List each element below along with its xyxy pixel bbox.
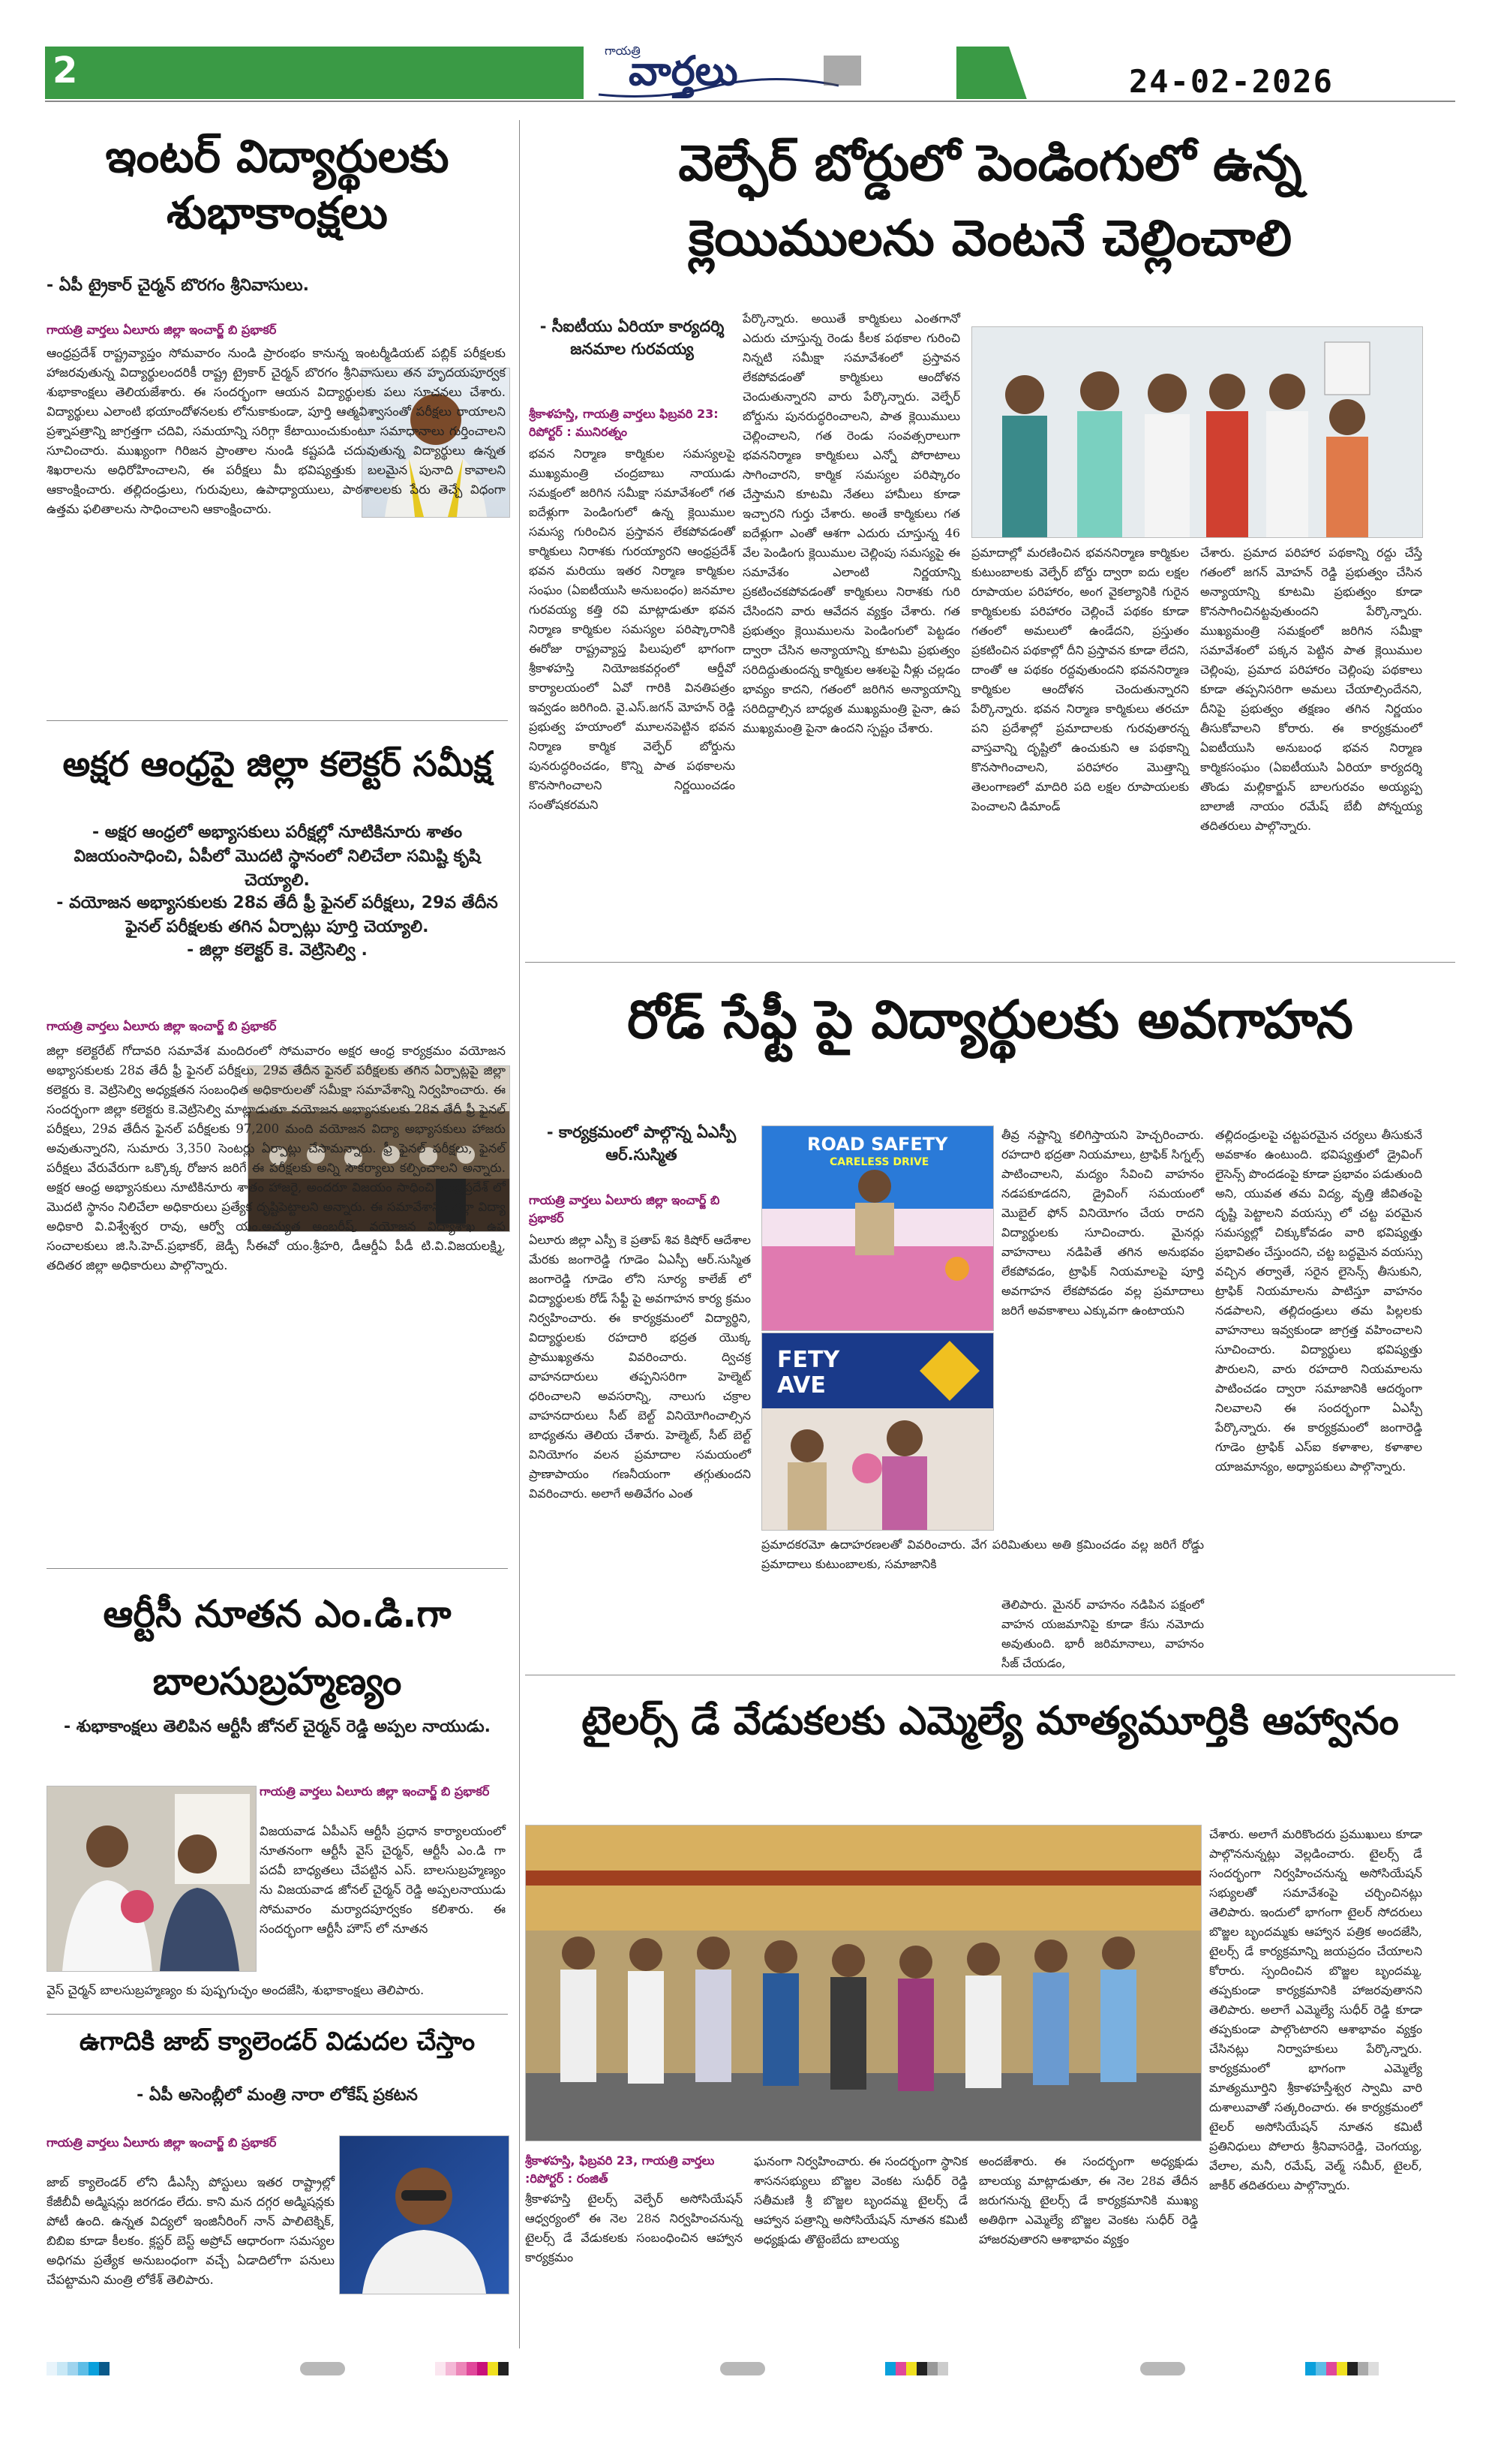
photo-banner-ave: AVE	[777, 1372, 826, 1399]
story2-subhead-1: - అక్షర ఆంధ్రలో అభ్యాసకులు పరీక్షల్లో నూటికినూరు శాతం విజయంసాధించి, ఏపీలో మొదటి స్థానంలో నిలిచేలా సమిష్టి కృషి చెయ్యాలి.	[74, 823, 481, 890]
column-divider	[519, 120, 520, 2348]
page-number: 2	[53, 50, 78, 92]
story1-body: ఆంధ్రప్రదేశ్ రాష్ట్రవ్యాప్తం సోమవారం నుండి ప్రారంభం కానున్న ఇంటర్మీడియట్ పబ్లిక్ పరీక్షలకు హాజరవుతున్న విద్యార్థులందరికీ రాష్ట్ర ట్రైకార్ చైర్మన్ బొరగం శ్రీనివాసులు తన హృదయపూర్వక శుభాకాంక్షలు తెలియజేశారు. ఈ సందర్భంగా ఆయన విద్యార్థులకు పలు సూచనలు చేశారు. విద్యార్థులు ఎలాంటి భయాందోళనలకు లోనుకాకుండా, పూర్తి ఆత్మవిశ్వాసంతో పరీక్షలు రాయాలని ప్రశ్నాపత్రాన్ని జాగ్రత్తగా చదివి, సమయాన్ని సరిగ్గా కేటాయించుకుంటూ సమాధానాలు గుర్తించాలని సూచించారు. ముఖ్యంగా గిరిజన ప్రాంతాల నుండి కష్టపడి చదువుతున్న విద్యార్థులు ఉన్నత శిఖరాలను అధిరోహించాలని, ఈ పరీక్షలు మీ భవిష్యత్తుకు బలమైన పునాది కావాలని ఆకాంక్షించారు. తల్లిదండ్రులు, గురువులు, ఉపాధ్యాయులు, పాఠశాలలకు పేరు తెచ్చే విధంగా ఉత్తమ ఫలితాలను సాధించాలని ఆకాంక్షించారు.	[47, 346, 506, 516]
photo-banner-road-safety: ROAD SAFETY	[807, 1134, 948, 1155]
story3-headline-line2: బాలసుబ్రహ్మణ్యం	[152, 1660, 402, 1703]
issue-date: 24-02-2026	[1129, 63, 1334, 100]
story5-headline-line2: క్లెయిములను వెంటనే చెల్లించాలి	[688, 209, 1292, 267]
story5-byline: శ్రీకాళహస్తి, గాయత్రి వార్తలు ఫిబ్రవరి 23: రిపోర్టర్ : మునిరత్నం	[529, 407, 719, 439]
logo-small-text: గాయత్రి	[605, 44, 641, 58]
story6-photo-caption: ప్రమాదకరమో ఉదాహరణలతో వివరించారు. వేగ పరిమితులు అతి క్రమించడం వల్ల జరిగే రోడ్డు ప్రమాదాలు కుటుంబాలకు, సమాజానికి	[761, 1537, 1204, 1571]
color-bar-1	[47, 2362, 110, 2375]
story1-headline	[47, 129, 508, 242]
story3-photo	[47, 1786, 257, 1972]
photo-banner-careless-drive: CARELESS DRIVE	[830, 1156, 929, 1168]
story3-subhead: - శుభాకాంక్షలు తెలిపిన ఆర్టీసీ జోనల్ చైర్మన్ రెడ్డి అప్పల నాయుడు.	[63, 1717, 491, 1736]
story2-subhead-2: - వయోజన అభ్యాసకులకు 28వ తేదీ ఫ్రీ ఫైనల్ పరీక్షలు, 29వ తేదీన ఫైనల్ పరీక్షలకు తగిన ఏర్పాట్లు పూర్తి చెయ్యాలి.	[56, 894, 498, 936]
story7-body-col2: ఘనంగా నిర్వహించారు. ఈ సందర్భంగా స్థానిక శాసనసభ్యులు బొజ్జల వెంకట సుధీర్ రెడ్డి సతీమణి శ్రీ బొజ్జల బృందమ్మ టైలర్స్ డే ఆహ్వాన పత్రాన్ని అసోసియేషన్ నూతన కమిటీ అధ్యక్షుడు తొట్టెంబేదు బాలయ్య	[754, 2154, 968, 2246]
story5-body-col2: పేర్కొన్నారు. అయితే కార్మికులు ఎంతగానో ఎదురు చూస్తున్న రెండు కీలక పథకాల గురించి నిన్నటి సమీక్షా సమావేశంలో ప్రస్తావన లేకపోవడంతో కార్మికులు ఆందోళన చెందుతున్నారని వారు పేర్కొన్నారు. వెల్ఫేర్ బోర్డును పునరుద్ధరించాలని, పాత క్లెయిములు చెల్లించాలని, గత రెండు సంవత్సరాలుగా భవననిర్మాణ కార్మికులు ఎన్నో పోరాటాలు సాగించారని, కార్మిక సమస్యల పరిష్కారం చేస్తామని కూటమి నేతలు హామీలు కూడా ఇచ్చారని గుర్తు చేశారు. అంతే కార్మికులు గత ఐదేళ్లుగా ఎంతో ఆశగా ఎదురు చూస్తున్న 46 వేల పెండింగు క్లెయిముల చెల్లింపు సమస్యపై ఈ సమావేశం ఎలాంటి నిర్ణయాన్ని ప్రకటించకపోవడంతో కార్మికులు నిరాశకు గురి చేసిందని వారు ఆవేదన వ్యక్తం చేశారు. గత ప్రభుత్వం క్లెయిములను పెండింగులో పెట్టడం ద్వారా చేసిన అన్యాయాన్ని కూటమి ప్రభుత్వం సరిదిద్దుతుందన్న కార్మికుల ఆశలపై నీళ్లు చల్లడం భావ్యం కాదని, గతంలో జరిగిన అన్యాయాన్ని సరిదిద్దాల్సిన బాధ్యత ముఖ్యమంత్రి పైనా, ఉప ముఖ్యమంత్రి పైనా ఉందని స్పష్టం చేశారు.	[743, 311, 960, 735]
story4-subhead: - ఏపీ అసెంబ్లీలో మంత్రి నారా లోకేష్ ప్రకటన	[137, 2086, 418, 2105]
photo-banner-fety: FETY	[777, 1347, 840, 1373]
story3-body-below: వైస్ చైర్మన్ బాలసుబ్రహ్మణ్యం కు పుష్పగుచ్ఛం అందజేసి, శుభాకాంక్షలు తెలిపారు.	[47, 1983, 425, 1997]
story6-body-col2-bottom: తెలిపారు. మైనర్ వాహనం నడిపిన పక్షంలో వాహన యజమానిపై కూడా కేసు నమోదు అవుతుంది. భారీ జరిమానాలు, వాహనం సీజ్ చేయడం,	[1001, 1597, 1204, 1670]
story1-subhead: - ఏపీ ట్రైకార్ చైర్మన్ బొరగం శ్రీనివాసులు.	[47, 276, 309, 295]
registration-mark-2	[720, 2362, 765, 2375]
divider-1	[47, 720, 508, 721]
divider-4	[525, 962, 1455, 963]
story3-body-side: విజయవాడ ఏపీఎస్ ఆర్టీసీ ప్రధాన కార్యాలయంలో నూతనంగా ఆర్టీసీ వైస్ చైర్మన్, ఆర్టీసీ ఎం.డి గా పదవీ బాధ్యతలు చేపట్టిన ఎస్. బాలసుబ్రహ్మణ్యం ను విజయవాడ జోనల్ చైర్మన్ రెడ్డి అప్పలనాయుడు సోమవారం మర్యాదపూర్వకం కలిశారు. ఈ సందర్భంగా ఆర్టీసీ హౌస్ లో నూతన	[260, 1824, 506, 1936]
story2-byline: గాయత్రి వార్తలు ఏలూరు జిల్లా ఇంచార్జ్ బి ప్రభాకర్	[47, 1019, 277, 1033]
story2-subhead-3: - జిల్లా కలెక్టర్ కె. వెట్రిసెల్వి .	[187, 941, 368, 960]
registration-mark-3	[1140, 2362, 1185, 2375]
story6-photo-top	[761, 1125, 994, 1331]
story5-body-col4: చేశారు. ప్రమాద పరిహార పథకాన్ని రద్దు చేస్తే గతంలో జగన్ మోహన్ రెడ్డి ప్రభుత్వం చేసిన అన్యాయాన్ని కూటమి ప్రభుత్వం కూడా కొనసాగించినట్టవుతుందని పేర్కొన్నారు. ముఖ్యమంత్రి సమక్షంలో జరిగిన సమీక్షా సమావేశంలో పక్కన పెట్టిన పాత క్లెయిముల చెల్లింపు, ప్రమాద పరిహారం చెల్లింపు పథకాలు కూడా తప్పనిసరిగా అమలు చేయాల్సిందేనని, దీనిపై ప్రభుత్వం తక్షణం తగిన నిర్ణయం తీసుకోవాలని కోరారు. ఈ కార్యక్రమంలో ఏఐటీయుసి అనుబంధ భవన నిర్మాణ కార్మికసంఘం (ఏఐటీయుసి ఏరియా కార్యదర్శి తొండు మల్లికార్జున్ బాలగురవం అయ్యప్ప బాలాజీ నాయం రమేష్ బేబీ పోన్నయ్య తదితరులు పాల్గొన్నారు.	[1200, 545, 1422, 833]
header-band-left	[45, 47, 589, 99]
story3-headline	[47, 1580, 508, 1715]
story3-byline: గాయత్రి వార్తలు ఏలూరు జిల్లా ఇంచార్జ్ బి ప్రభాకర్	[260, 1784, 490, 1798]
registration-mark-1	[300, 2362, 345, 2375]
header-underline	[45, 101, 1455, 102]
story5-headline	[525, 126, 1455, 276]
story5-photo	[971, 326, 1423, 538]
story2-headline: అక్షర ఆంధ్రపై జిల్లా కలెక్టర్ సమీక్ష	[62, 744, 492, 784]
story7-body-col1: శ్రీకాళహస్తి టైలర్స్ వెల్ఫేర్ అసోసియేషన్ ఆధ్వర్యంలో ఈ నెల 28న నిర్వహించనున్న టైలర్స్ డే వేడుకలకు సంబంధించిన ఆహ్వాన కార్యక్రమం	[525, 2192, 743, 2264]
story7-headline: టైలర్స్ డే వేడుకలకు ఎమ్మెల్యే మాత్యమూర్తికి ఆహ్వానం	[581, 1699, 1399, 1744]
story4-body: జాబ్ క్యాలెండర్ లోని డీఎస్సీ పోస్టులు ఇతర రాష్ట్రాల్లో కేజీబీవీ అడ్మిషన్లు జరగడం లేదు. కాని మన దగ్గర అడ్మిషన్లకు పోటీ ఉంది. ఉన్నత విద్యలో ఇంజినీరింగ్ నాన్ పాలిటెక్నిక్, బిబిఐ కూడా కీలకం. క్లస్టర్ బెస్ట్ అప్రోచ్ ఆధారంగా సమస్యల అధిగమ ప్రత్యేక అనుబంధంగా వచ్చే ఏడాదిలోగా పనులు చేపట్టామని మంత్రి లోకేశ్ తెలిపారు.	[47, 2175, 335, 2287]
story5-subhead: - సీఐటీయు ఏరియా కార్యదర్శి జనమాల గురవయ్య	[539, 317, 725, 358]
story6-photo-bottom	[761, 1333, 994, 1531]
color-bar-3	[885, 2362, 948, 2375]
story1-byline: గాయత్రి వార్తలు ఏలూరు జిల్లా ఇంచార్జ్ బి ప్రభాకర్	[47, 323, 277, 337]
color-bar-2	[435, 2362, 509, 2375]
logo-title: వార్తలు	[629, 47, 738, 95]
story6-body-col1: ఏలూరు జిల్లా ఎస్పీ కె ప్రతాప్ శివ కిషోర్ ఆదేశాల మేరకు జంగారెడ్డి గూడెం ఏఎస్పీ ఆర్.సుస్మిత జంగారెడ్డి గూడెం లోని సూర్య కాలేజ్ లో విద్యార్థులకు రోడ్ సేఫ్టీ పై అవగాహన కార్య క్రమం నిర్వహించారు. ఈ కార్యక్రమంలో విద్యార్థిని, విద్యార్థులకు రహదారి భద్రత యొక్క ప్రాముఖ్యతను వివరించారు. ద్విచక్ర వాహనదారులు తప్పనిసరిగా హెల్మెట్ ధరించాలని అవసరాన్ని, నాలుగు చక్రాల వాహనదారులు సీట్ బెల్ట్ వినియోగించాల్సిన బాధ్యతను తెలియ చేశారు. హెల్మెట్, సీట్ బెల్ట్ వినియోగం వలన ప్రమాదాల సమయంలో ప్రాణాపాయం గణనీయంగా తగ్గుతుందని వివరించారు. అలాగే అతివేగం ఎంత	[529, 1233, 751, 1501]
story5-headline-line1: వెల్ఫేర్ బోర్డులో పెండింగులో ఉన్న	[678, 134, 1302, 192]
story5-body-col3: ప్రమాదాల్లో మరణించిన భవననిర్మాణ కార్మికుల కుటుంబాలకు వెల్ఫేర్ బోర్డు ద్వారా ఐదు లక్షల రూపాయల పరిహారం, అంగ వైకల్యానికి గురైన కార్మికులకు పరిహారం చెల్లించే పథకం కూడా గతంలో అమలులో ఉండేదని, ప్రస్తుతం ప్రకటించిన పథకాల్లో దీని ప్రస్తావన కూడా లేదని, దాంతో ఆ పథకం రద్దవుతుందని భవననిర్మాణ కార్మికుల ఆందోళన చెందుతున్నారని పేర్కొన్నారు. భవన నిర్మాణ కార్మికులు తరచూ పని ప్రదేశాల్లో ప్రమాదాలకు గురవుతారన్న వాస్తవాన్ని దృష్టిలో ఉంచుకుని ఆ పథకాన్ని కొనసాగించాలని, పరిహారం మొత్తాన్ని తెలంగాణలో మాదిరి పది లక్షల రూపాయలకు పెంచాలని డిమాండ్	[971, 545, 1189, 813]
story6-subhead: - కార్యక్రమంలో పాల్గొన్న ఏఎస్పీ ఆర్.సుస్మిత	[546, 1123, 737, 1164]
story7-photo	[525, 1825, 1202, 2141]
story6-headline: రోడ్ సేఫ్టీ పై విద్యార్థులకు అవగాహన	[627, 989, 1353, 1050]
story1-headline-line1: ఇంటర్ విద్యార్థులకు	[105, 131, 449, 183]
story3-headline-line1: ఆర్టీసీ నూతన ఎం.డి.గా	[103, 1592, 452, 1636]
story6-byline: గాయత్రి వార్తలు ఏలూరు జిల్లా ఇంచార్జ్ బి ప్రభాకర్	[529, 1193, 720, 1225]
story7-byline: శ్రీకాళహస్తి, ఫిబ్రవరి 23, గాయత్రి వార్తలు :రిపోర్టర్ : రంజిత్	[525, 2153, 715, 2186]
story6-body-col3: తల్లిదండ్రులపై చట్టపరమైన చర్యలు తీసుకునే అవకాశం ఉంటుంది. భవిష్యత్తులో డ్రైవింగ్ లైసెన్స్ పొందడంపై కూడా ప్రభావం పడుతుంది అని, యువత తమ విద్య, వృత్తి జీవితంపై దృష్టి పెట్టాలని వయస్సు లో చట్ట పరమైన సమస్యల్లో చిక్కుకోవడం వారి భవిష్యత్తు ప్రభావితం చేస్తుందని, చట్ట బద్ధమైన వయస్సు వచ్చిన తర్వాతే, సరైన లైసెన్స్ తీసుకుని, ట్రాఫిక్ నియమాలను పాటిస్తూ వాహనం నడపాలని, తల్లిదండ్రులు తమ పిల్లలకు వాహనాలు ఇవ్వకుండా జాగ్రత్త వహించాలని సూచించారు. విద్యార్థులు భవిష్యత్తు పౌరులని, వారు రహదారి నియమాలను పాటించడం ద్వారా సమాజానికి ఆదర్శంగా నిలవాలని ఈ సందర్భంగా ఏఎస్పీ పేర్కొన్నారు. ఈ కార్యక్రమంలో జంగారెడ్డి గూడెం ట్రాఫిక్ ఎస్ఐ కళాశాల, కళాశాల యాజమాన్యం, అధ్యాపకులు పాల్గొన్నారు.	[1215, 1128, 1422, 1474]
story1-headline-line2: శుభాకాంక్షలు	[167, 187, 388, 239]
color-bar-4	[1305, 2362, 1379, 2375]
divider-3	[47, 2014, 508, 2015]
story4-headline: ఉగాదికి జాబ్ క్యాలెండర్ విడుదల చేస్తాం	[79, 2027, 476, 2057]
story6-body-col2-top: తీవ్ర నష్టాన్ని కలిగిస్తాయని హెచ్చరించారు. రహదారి భద్రతా నియమాలు, ట్రాఫిక్ సిగ్నల్స్ పాటించాలని, మద్యం సేవించి వాహనం నడపకూడదని, డ్రైవింగ్ సమయంలో మొబైల్ ఫోన్ వినియోగం చేయ రాదని విద్యార్థులకు సూచించారు. మైనర్లు వాహనాలు నడిపితే తగిన అనుభవం లేకపోవడం, ట్రాఫిక్ నియమాలపై పూర్తి అవగాహన లేకపోవడం వల్ల ప్రమాదాలు జరిగే అవకాశాలు ఎక్కువగా ఉంటాయని	[1001, 1128, 1204, 1318]
story4-portrait-photo	[339, 2135, 509, 2294]
story7-body-col3: అందజేశారు. ఈ సందర్భంగా అధ్యక్షుడు బాలయ్య మాట్లాడుతూ, ఈ నెల 28వ తేదీన జరుగనున్న టైలర్స్ డే కార్యక్రమానికి ముఖ్య అతిథిగా ఎమ్మెల్యే బొజ్జల వెంకట సుధీర్ రెడ్డి హాజరవుతారని ఆశాభావం వ్యక్తం	[979, 2154, 1198, 2246]
story2-body: జిల్లా కలెక్టరేట్ గోదావరి సమావేశ మందిరంలో సోమవారం అక్షర ఆంధ్ర కార్యక్రమం వయోజన అభ్యాసకులకు 28వ తేదీ ఫ్రీ ఫైనల్ పరీక్షలు, 29వ తేదీన ఫైనల్ పరీక్షలకు తగిన ఏర్పాట్లపై జిల్లా కలెక్టరు కె. వెట్రిసెల్వి అధ్యక్షతన సంబంధిత అధికారులతో సమీక్షా సమావేశాన్ని నిర్వహించారు. ఈ సందర్భంగా జిల్లా కలెక్టరు కె.వెట్రిసెల్వి మాట్లాడుతూ వయోజన అభ్యాసకులకు 28వ తేదీ ఫ్రీ ఫైనల్ పరీక్షలు, 29వ తేదీన ఫైనల్ పరీక్షలకు 97,200 మంది వయోజన విద్యా అభ్యాసకులు హాజరు అవుతున్నారని, సుమారు 3,350 సెంటర్లు ఏర్పాట్లు చేసామన్నారు. ఫ్రీ ఫైనల్ పరీక్షలు, ఫైనల్ పరీక్షలు వేరువేరుగా ఒక్కొక్క రోజున జరిగే ఈ పరీక్షలకు అన్ని సౌకర్యాలు కల్పించాలని అన్నారు. అక్షర ఆంధ్ర అభ్యాసకులు నూటికినూరు శాతం హాజరై, అందరూ విజయం సాధించి ఆంధ్రప్రదేశ్ లో మొదటి స్థానం నిలిచేలా అధికారులు ప్రత్యేక దృష్టిపెట్టాలని అన్నారు. ఈ సమావేశానికి జిల్లా విద్యా అధికారి వి.విశ్వేశ్వర రావు, ఆర్వో యం.అచ్యుత అంబరీష్, వయోజన విద్యాశాఖ ఉప సంచాలకులు జి.సి.హెచ్.ప్రభాకర్, జెడ్పీ సీఈవో యం.శ్రీహరి, డీఆర్డీఏ పీడీ టి.వి.విజయలక్ష్మి, తదితర జిల్లా అధికారులు పాల్గొన్నారు.	[47, 1044, 506, 1273]
story4-byline: గాయత్రి వార్తలు ఏలూరు జిల్లా ఇంచార్జ్ బి ప్రభాకర్	[47, 2135, 277, 2150]
story7-body-col4: చేశారు. అలాగే మరికొందరు ప్రముఖులు కూడా పాల్గొననున్నట్లు వెల్లడించారు. టైలర్స్ డే సందర్భంగా నిర్వహించనున్న అసోసియేషన్ సభ్యులతో సమావేశంపై చర్చించినట్లు తెలిపారు. ఇందులో భాగంగా టైలర్ సోదరులు బొజ్జల బృందమ్మకు ఆహ్వాన పత్రిక అందజేసి, టైలర్స్ డే కార్యక్రమాన్ని జయప్రదం చేయాలని కోరారు. స్పందించిన బొజ్జల బృందమ్మ, తప్పకుండా కార్యక్రమానికి హాజరవుతానని తెలిపారు. అలాగే ఎమ్మెల్యే సుధీర్ రెడ్డి కూడా తప్పకుండా పాల్గొంటారని ఆశాభావం వ్యక్తం చేసినట్లు నిర్వాహకులు పేర్కొన్నారు. కార్యక్రమంలో భాగంగా ఎమ్మెల్యే మాత్యమూర్తిని శ్రీకాళహస్తీశ్వర స్వామి వారి దుశాలువాతో సత్కరించారు. ఈ కార్యక్రమంలో టైలర్ అసోసియేషన్ నూతన కమిటీ ప్రతినిధులు పోలారు శ్రీనివాసరెడ్డి, చెంగయ్య, వేలాల, మనీ, రమేష్, వెల్మ్ సమీర్, టైలర్, జాకీర్ తదితరులు పాల్గొన్నారు.	[1209, 1827, 1422, 2192]
masthead-logo	[584, 42, 870, 105]
story5-body-col1: భవన నిర్మాణ కార్మికుల సమస్యలపై ముఖ్యమంత్రి చంద్రబాబు నాయుడు సమక్షంలో జరిగిన సమీక్షా సమావేశంలో గత ఐదేళ్లుగా పెండింగులో ఉన్న క్లెయిముల సమస్య గురించిన ప్రస్తావన లేకపోవడంతో కార్మికులు నిరాశకు గురయ్యారని ఆంధ్రప్రదేశ్ భవన మరియు ఇతర నిర్మాణ కార్మికుల సంఘం (ఏఐటీయుసి అనుబంధం) జనమాల గురవయ్య కత్తి రవి మాట్లాడుతూ భవన నిర్మాణ కార్మికుల సమస్యల పరిష్కారానికి ఈరోజు రాష్ట్రవ్యాప్త పిలుపులో భాగంగా శ్రీకాళహస్తి నియోజకవర్గంలో ఆర్డీవో కార్యాలయంలో ఏవో గారికి వినతిపత్రం ఇవ్వడం జరిగింది. వై.ఎస్.జగన్ మోహన్ రెడ్డి ప్రభుత్వ హయాంలో మూలనపెట్టిన భవన నిర్మాణ కార్మిక వెల్ఫేర్ బోర్డును పునరుద్ధరించడం, కొన్ని పాత పథకాలను కొనసాగించాలని నిర్ణయించడం సంతోషకరమని	[529, 446, 735, 812]
divider-2	[47, 1568, 508, 1569]
